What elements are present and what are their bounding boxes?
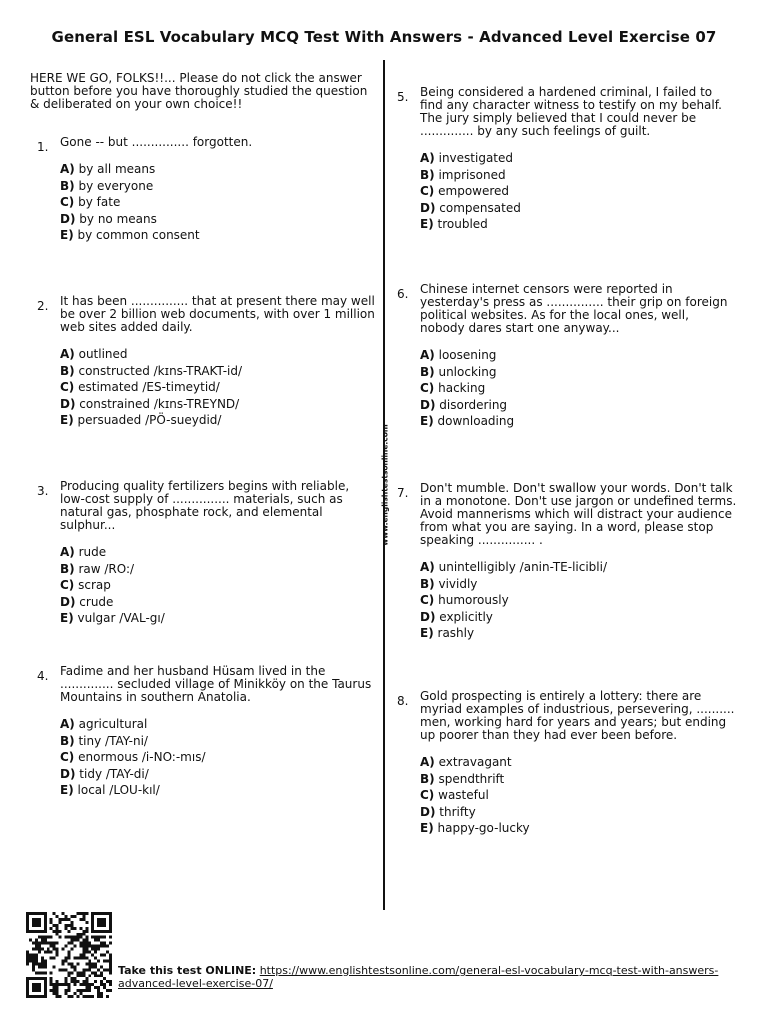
option-letter: A) — [420, 560, 435, 574]
option-letter: A) — [420, 348, 435, 362]
answer-option — [60, 749, 377, 766]
answer-option — [420, 150, 737, 167]
option-letter: E) — [420, 626, 434, 640]
option-text: happy-go-lucky — [437, 821, 530, 835]
answer-option — [420, 754, 737, 771]
option-letter: D) — [420, 397, 436, 412]
footer-lead: Take this test ONLINE: — [118, 964, 257, 977]
option-text: imprisoned — [438, 167, 506, 182]
option-text: compensated — [439, 200, 521, 215]
option-text: investigated — [438, 151, 513, 165]
answer-option — [60, 594, 377, 611]
answer-option — [420, 167, 737, 184]
question-3 — [37, 480, 377, 627]
option-letter: C) — [420, 184, 435, 198]
answer-option — [60, 194, 377, 211]
question-stem: It has been ............... that at present there may well be over 2 billion web documents, with over 1 million web sites added daily. — [60, 294, 375, 334]
option-letter: C) — [60, 380, 75, 394]
question-stem: Gold prospecting is entirely a lottery: there are myriad examples of industrious, persevering, .......... men, working hard for years and years; but ending up poorer than they had ever been before. — [420, 689, 735, 742]
option-text: explicitly — [439, 609, 493, 624]
option-text: estimated /ES-timeytid/ — [78, 380, 220, 394]
option-text: wasteful — [438, 788, 489, 802]
option-text: agricultural — [78, 717, 148, 731]
question-4 — [37, 665, 377, 799]
answer-option — [420, 413, 737, 430]
answer-option — [60, 396, 377, 413]
question-number: 8. — [397, 694, 409, 708]
option-text: by fate — [78, 195, 121, 209]
question-stem: Chinese internet censors were reported in yesterday's press as ............... their grip on foreign political websites. As for the local ones, well, nobody dares start one anyway... — [420, 282, 728, 335]
option-letter: B) — [420, 167, 435, 182]
option-letter: E) — [60, 413, 74, 427]
question-stem: Don't mumble. Don't swallow your words. Don't talk in a monotone. Don't use jargon or undefined terms. Avoid mannerisms which will distract your audience from what you are saying. In a word, please stop speaking ............... . — [420, 481, 737, 547]
answer-options — [420, 347, 737, 430]
answer-option — [60, 161, 377, 178]
answer-option — [60, 379, 377, 396]
qr-code-icon[interactable] — [24, 912, 114, 998]
option-letter: A) — [60, 717, 75, 731]
answer-option — [60, 561, 377, 578]
option-text: enormous /i-NO:-mıs/ — [78, 750, 206, 764]
question-number: 5. — [397, 90, 409, 104]
option-letter: D) — [420, 609, 436, 624]
answer-option — [420, 609, 737, 626]
answer-option — [420, 216, 737, 233]
option-text: thrifty — [439, 804, 476, 819]
option-letter: D) — [60, 766, 76, 781]
question-number: 7. — [397, 486, 409, 500]
question-number: 3. — [37, 484, 49, 498]
option-text: local /LOU-kıl/ — [77, 783, 160, 797]
option-text: vulgar /VAL-gı/ — [77, 611, 165, 625]
option-text: humorously — [438, 593, 509, 607]
footer — [118, 964, 738, 990]
answer-option — [60, 227, 377, 244]
option-text: by no means — [79, 211, 157, 226]
option-letter: D) — [60, 211, 76, 226]
question-1 — [37, 136, 377, 244]
answer-option — [420, 771, 737, 788]
option-letter: A) — [420, 151, 435, 165]
option-text: rude — [78, 545, 107, 559]
option-letter: B) — [60, 561, 75, 576]
answer-option — [60, 716, 377, 733]
option-text: rashly — [437, 626, 475, 640]
answer-option — [60, 211, 377, 228]
option-text: constrained /kɪns-TREYND/ — [79, 396, 240, 411]
answer-option — [420, 397, 737, 414]
option-letter: B) — [420, 771, 435, 786]
answer-option — [60, 363, 377, 380]
option-text: spendthrift — [438, 771, 505, 786]
question-stem: Fadime and her husband Hüsam lived in the .............. secluded village of Minikköy on the Taurus Mountains in southern Anatolia. — [60, 664, 372, 704]
option-letter: D) — [420, 200, 436, 215]
page-title: General ESL Vocabulary MCQ Test With Answers - Advanced Level Exercise 07 — [51, 28, 717, 46]
question-6 — [397, 283, 737, 430]
answer-option — [60, 412, 377, 429]
answer-option — [420, 380, 737, 397]
question-2 — [37, 295, 377, 429]
answer-option — [420, 364, 737, 381]
question-5 — [397, 86, 737, 233]
question-stem: Producing quality fertilizers begins with reliable, low-cost supply of ............... materials, such as natural gas, phosphate rock, and elemental sulphur... — [60, 479, 350, 532]
option-letter: B) — [60, 733, 75, 748]
option-letter: C) — [420, 788, 435, 802]
question-8 — [397, 690, 737, 837]
option-letter: B) — [420, 576, 435, 591]
question-7 — [397, 482, 737, 642]
option-letter: E) — [420, 217, 434, 231]
answer-option — [420, 200, 737, 217]
option-text: extravagant — [438, 755, 512, 769]
answer-option — [60, 610, 377, 627]
option-text: hacking — [438, 381, 486, 395]
option-letter: B) — [60, 363, 75, 378]
option-letter: D) — [420, 804, 436, 819]
option-text: scrap — [78, 578, 111, 592]
option-text: constructed /kɪns-TRAKT-id/ — [78, 363, 243, 378]
option-letter: A) — [60, 347, 75, 361]
answer-option — [420, 804, 737, 821]
option-text: troubled — [437, 217, 488, 231]
answer-options — [420, 559, 737, 642]
option-text: downloading — [437, 414, 515, 428]
answer-option — [60, 782, 377, 799]
answer-options — [60, 716, 377, 799]
answer-options — [60, 161, 377, 244]
option-letter: A) — [420, 755, 435, 769]
answer-options — [60, 544, 377, 627]
option-letter: C) — [420, 593, 435, 607]
option-text: loosening — [438, 348, 497, 362]
option-letter: C) — [420, 381, 435, 395]
option-text: crude — [79, 594, 114, 609]
answer-option — [60, 346, 377, 363]
answer-option — [60, 544, 377, 561]
option-letter: E) — [60, 228, 74, 242]
option-letter: C) — [60, 195, 75, 209]
option-letter: E) — [60, 611, 74, 625]
answer-option — [420, 592, 737, 609]
option-text: persuaded /PÖ-sueydid/ — [77, 413, 222, 427]
answer-options — [420, 754, 737, 837]
answer-option — [420, 625, 737, 642]
answer-option — [420, 820, 737, 837]
option-letter: B) — [420, 364, 435, 379]
answer-options — [60, 346, 377, 429]
answer-option — [60, 178, 377, 195]
answer-option — [60, 766, 377, 783]
question-stem: Gone -- but ............... forgotten. — [60, 135, 253, 149]
option-letter: C) — [60, 750, 75, 764]
question-stem: Being considered a hardened criminal, I failed to find any character witness to testify on my behalf. The jury simply believed that I could never be .............. by any such feelings of guilt. — [420, 85, 722, 138]
option-text: tidy /TAY-di/ — [79, 766, 149, 781]
answer-options — [420, 150, 737, 233]
option-letter: D) — [60, 594, 76, 609]
question-number: 6. — [397, 287, 409, 301]
option-text: tiny /TAY-ni/ — [78, 733, 148, 748]
option-text: by all means — [78, 162, 156, 176]
option-letter: E) — [420, 414, 434, 428]
option-text: vividly — [438, 576, 478, 591]
option-text: disordering — [439, 397, 508, 412]
option-letter: E) — [420, 821, 434, 835]
question-number: 1. — [37, 140, 49, 154]
answer-option — [420, 787, 737, 804]
vertical-site-watermark: www.englishtestsonline.com — [380, 424, 390, 546]
question-number: 2. — [37, 299, 49, 313]
answer-option — [420, 183, 737, 200]
question-number: 4. — [37, 669, 49, 683]
answer-option — [420, 347, 737, 364]
option-text: by everyone — [78, 178, 154, 193]
test-online-link[interactable]: https://www.englishtestsonline.com/general-esl-vocabulary-mcq-test-with-answers-advanced-level-exercise-07/ — [118, 964, 719, 990]
option-text: outlined — [78, 347, 128, 361]
option-letter: D) — [60, 396, 76, 411]
option-text: raw /RO:/ — [78, 561, 135, 576]
option-letter: A) — [60, 162, 75, 176]
option-text: unintelligibly /anin-TE-licibli/ — [438, 560, 608, 574]
option-text: by common consent — [77, 228, 200, 242]
option-letter: E) — [60, 783, 74, 797]
answer-option — [420, 559, 737, 576]
option-letter: A) — [60, 545, 75, 559]
option-letter: B) — [60, 178, 75, 193]
option-text: unlocking — [438, 364, 497, 379]
answer-option — [60, 577, 377, 594]
option-letter: C) — [60, 578, 75, 592]
answer-option — [60, 733, 377, 750]
option-text: empowered — [438, 184, 510, 198]
intro-text: HERE WE GO, FOLKS!!... Please do not click the answer button before you have thoroughly studied the question & deliberated on your own choice!! — [30, 71, 368, 111]
answer-option — [420, 576, 737, 593]
